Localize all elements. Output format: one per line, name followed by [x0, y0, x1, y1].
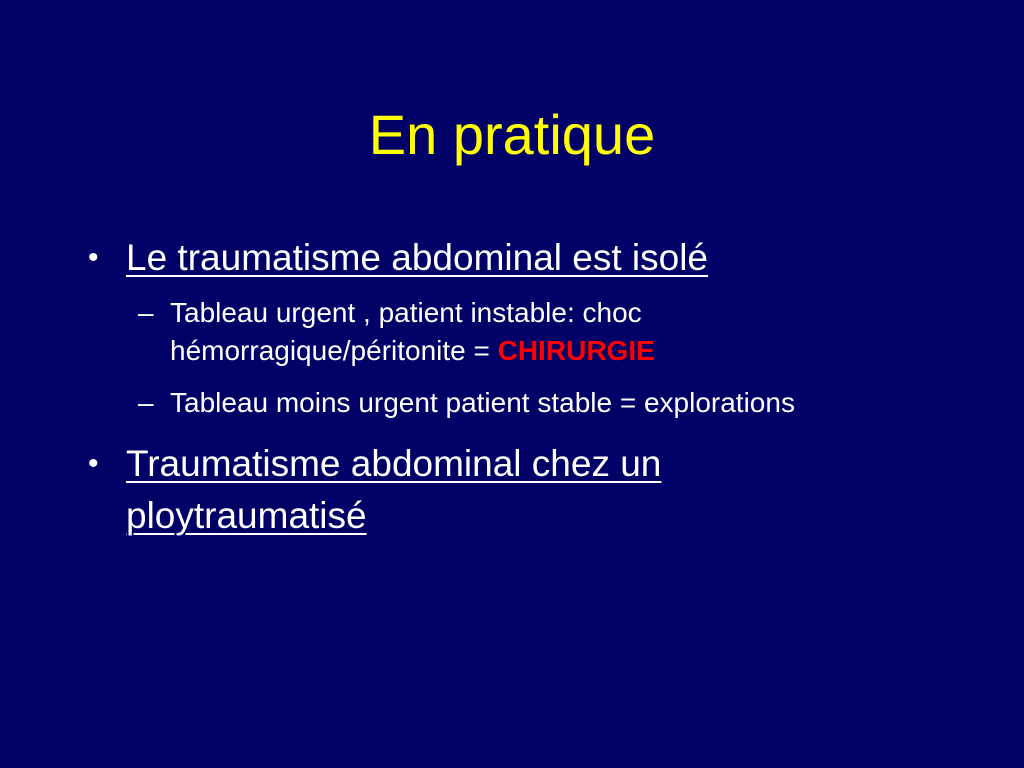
sub-bullet-1-1	[138, 296, 998, 368]
slide-title: En pratique	[368, 103, 656, 166]
bullet-1-text: Le traumatisme abdominal est isolé	[126, 237, 709, 278]
sub-bullet-1-2	[138, 386, 998, 420]
bullet-dot-icon: •	[88, 447, 99, 480]
sub-bullet-1-1-line2-prefix: hémorragique/péritonite =	[170, 335, 498, 366]
sub-bullet-1-1-line1: Tableau urgent , patient instable: choc	[170, 297, 642, 328]
bullet-1	[88, 236, 988, 280]
dash-icon: –	[138, 297, 154, 328]
sub-bullet-1-1-line2	[170, 334, 655, 368]
chirurgie-emphasis: CHIRURGIE	[497, 335, 655, 366]
bullet-2-line2: ploytraumatisé	[126, 495, 367, 536]
bullet-2-line1: Traumatisme abdominal chez un	[126, 443, 662, 484]
sub-bullet-1-2-text: Tableau moins urgent patient stable = explorations	[170, 387, 795, 418]
bullet-2	[88, 442, 988, 542]
bullet-dot-icon: •	[88, 241, 99, 274]
dash-icon: –	[138, 387, 154, 418]
